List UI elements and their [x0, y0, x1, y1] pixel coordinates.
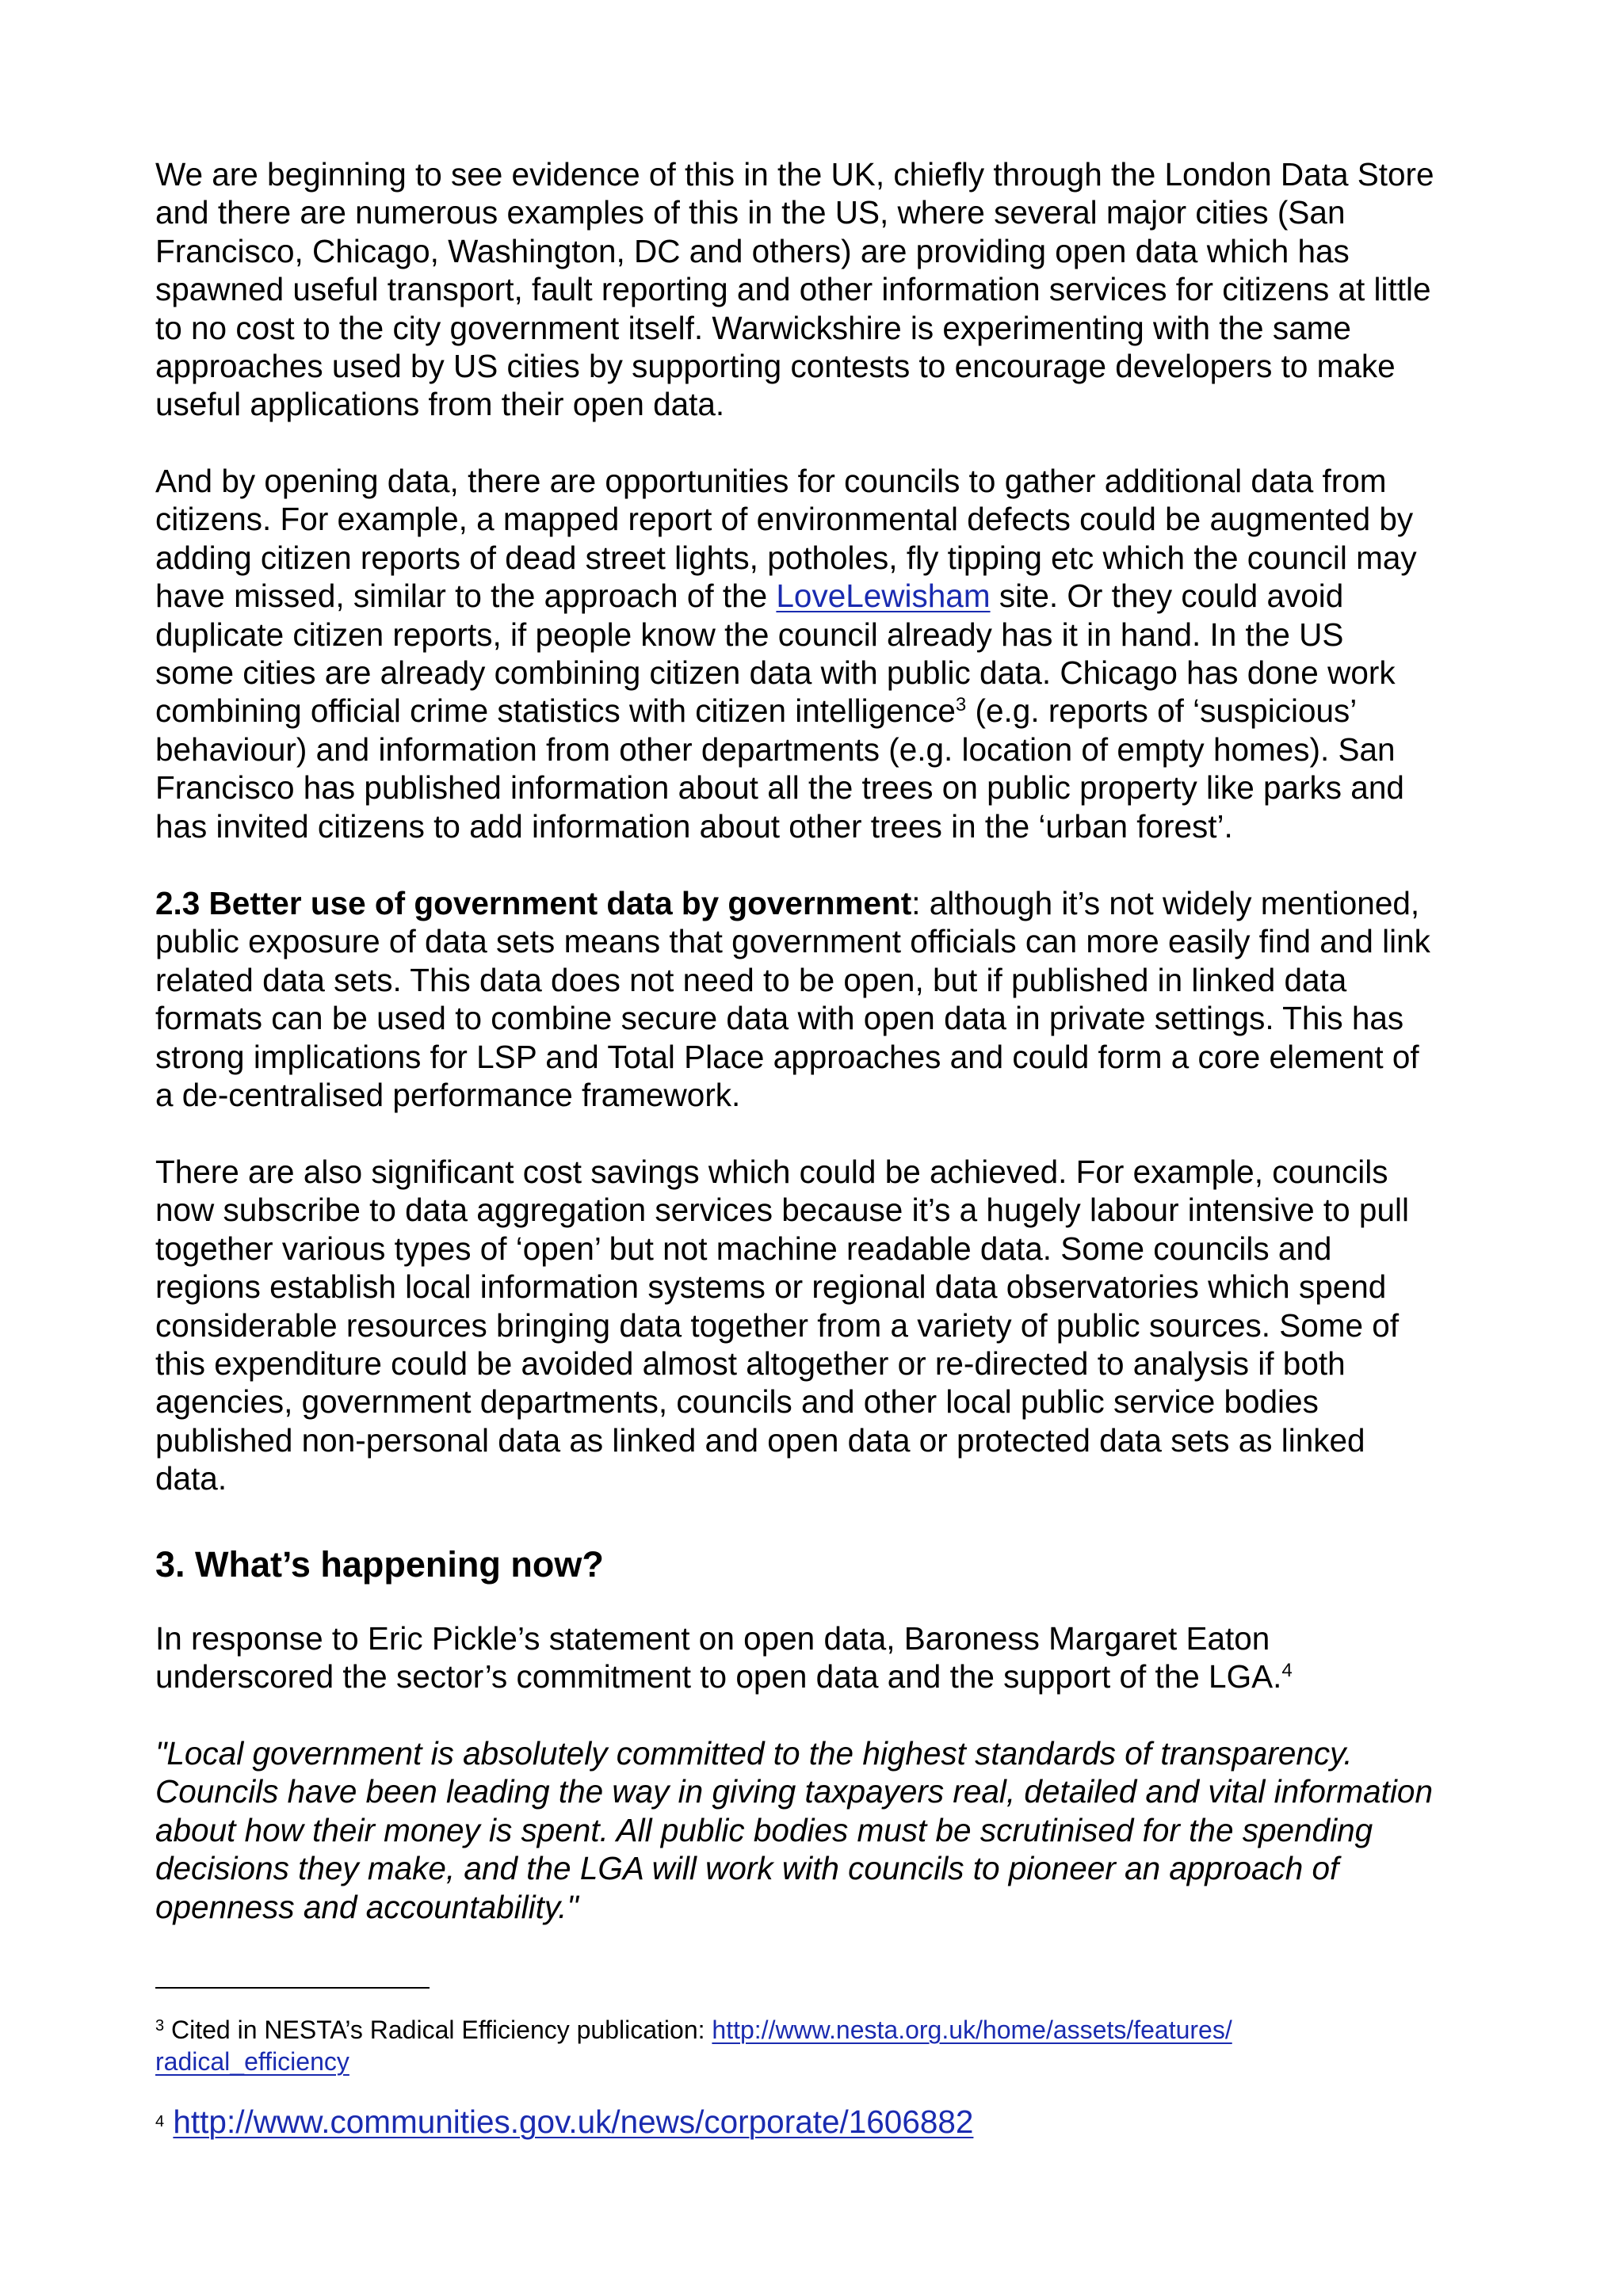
- text-line: considerable resources bringing data together from a variety of public sources. Some of: [155, 1306, 1400, 1344]
- text-line: now subscribe to data aggregation services because it’s a hugely labour intensive to pull: [155, 1192, 1409, 1229]
- text-line: regions establish local information systems or regional data observatories which spend: [155, 1268, 1387, 1306]
- lovelewisham-link[interactable]: LoveLewisham: [776, 578, 991, 615]
- paragraph-citizen-data: [155, 462, 1417, 845]
- footnote-number: 3: [155, 2017, 165, 2035]
- quote-line: "Local government is absolutely committed to the highest standards of transparency.: [155, 1735, 1353, 1772]
- text-line: and there are numerous examples of this in the US, where several major cities (San: [155, 194, 1346, 231]
- footnote-ref-4[interactable]: 4: [1281, 1660, 1293, 1682]
- nesta-link-continued[interactable]: radical_efficiency: [155, 2047, 349, 2076]
- text-line: duplicate citizen reports, if people know the council already has it in hand. In the US: [155, 616, 1344, 653]
- section-heading: 3. What’s happening now?: [155, 1544, 604, 1585]
- nesta-link[interactable]: http://www.nesta.org.uk/home/assets/features/: [712, 2016, 1232, 2044]
- footnote-separator: [155, 1987, 430, 1989]
- paragraph-section-2-3: [155, 884, 1430, 1114]
- text-line: We are beginning to see evidence of this in the UK, chiefly through the London Data Store: [155, 156, 1434, 193]
- text-segment: (e.g. reports of ‘suspicious’: [966, 692, 1358, 730]
- text-line: public exposure of data sets means that government officials can more easily find and link: [155, 923, 1430, 960]
- text-line: In response to Eric Pickle’s statement on open data, Baroness Margaret Eaton: [155, 1620, 1270, 1657]
- paragraph-cost-savings: [155, 1153, 1409, 1498]
- text-line: [155, 2014, 1232, 2046]
- quote-line: about how their money is spent. All public bodies must be scrutinised for the spending: [155, 1811, 1373, 1848]
- subsection-heading: 2.3 Better use of government data by government: [155, 885, 912, 921]
- text-line: adding citizen reports of dead street lights, potholes, fly tipping etc which the council may: [155, 539, 1417, 576]
- text-line: related data sets. This data does not need to be open, but if published in linked data: [155, 961, 1347, 998]
- text-line: [155, 1657, 1293, 1695]
- footnote-text: Cited in NESTA’s Radical Efficiency publication:: [164, 2016, 712, 2044]
- quote-line: openness and accountability.": [155, 1888, 579, 1925]
- text-line: spawned useful transport, fault reporting and other information services for citizens at little: [155, 271, 1431, 308]
- text-line: [155, 884, 1430, 922]
- footnote-ref-3[interactable]: 3: [955, 694, 967, 716]
- text-line: There are also significant cost savings which could be achieved. For example, councils: [155, 1154, 1388, 1190]
- text-line: Francisco has published information about all the trees on public property like parks and: [155, 769, 1404, 807]
- text-line: Francisco, Chicago, Washington, DC and others) are providing open data which has: [155, 232, 1350, 269]
- text-line: a de-centralised performance framework.: [155, 1077, 741, 1114]
- paragraph-open-data-evidence: [155, 155, 1434, 424]
- text-line: approaches used by US cities by supporting contests to encourage developers to make: [155, 348, 1396, 385]
- quote-line: decisions they make, and the LGA will work with councils to pioneer an approach of: [155, 1850, 1339, 1887]
- text-line: agencies, government departments, councils and other local public service bodies: [155, 1383, 1319, 1421]
- text-line: data.: [155, 1460, 227, 1497]
- text-line: some cities are already combining citizen data with public data. Chicago has done work: [155, 654, 1396, 692]
- footnote-number: 4: [155, 2113, 165, 2130]
- text-segment: : although it’s not widely mentioned,: [911, 885, 1420, 921]
- text-line: And by opening data, there are opportunities for councils to gather additional data from: [155, 463, 1387, 499]
- text-segment: have missed, similar to the approach of the: [155, 578, 777, 615]
- footnote-3: [155, 2014, 1232, 2077]
- text-line: published non-personal data as linked and open data or protected data sets as linked: [155, 1421, 1365, 1459]
- quote-block: [155, 1734, 1433, 1926]
- quote-line: Councils have been leading the way in giving taxpayers real, detailed and vital information: [155, 1773, 1433, 1810]
- footnote-4: [155, 2103, 973, 2141]
- text-line: behaviour) and information from other departments (e.g. location of empty homes). San: [155, 730, 1396, 768]
- communities-link[interactable]: http://www.communities.gov.uk/news/corporate/1606882: [173, 2103, 974, 2140]
- text-segment: underscored the sector’s commitment to open data and the support of the LGA.: [155, 1658, 1282, 1695]
- text-line: citizens. For example, a mapped report of environmental defects could be augmented by: [155, 501, 1414, 538]
- text-line: to no cost to the city government itself. Warwickshire is experimenting with the same: [155, 309, 1351, 346]
- text-segment: site. Or they could avoid: [990, 578, 1344, 615]
- text-line: has invited citizens to add information about other trees in the ‘urban forest’.: [155, 807, 1233, 845]
- text-line: [155, 692, 1417, 730]
- text-line: useful applications from their open data.: [155, 386, 725, 423]
- text-line: strong implications for LSP and Total Place approaches and could form a core element of: [155, 1038, 1419, 1075]
- paragraph-section-3-intro: [155, 1619, 1293, 1696]
- text-line: [155, 577, 1417, 615]
- text-line: [155, 2046, 1232, 2077]
- text-line: this expenditure could be avoided almost altogether or re-directed to analysis if both: [155, 1345, 1346, 1383]
- text-line: formats can be used to combine secure data with open data in private settings. This has: [155, 1000, 1404, 1037]
- text-segment: combining official crime statistics with citizen intelligence: [155, 692, 956, 730]
- text-line: together various types of ‘open’ but not machine readable data. Some councils and: [155, 1230, 1332, 1267]
